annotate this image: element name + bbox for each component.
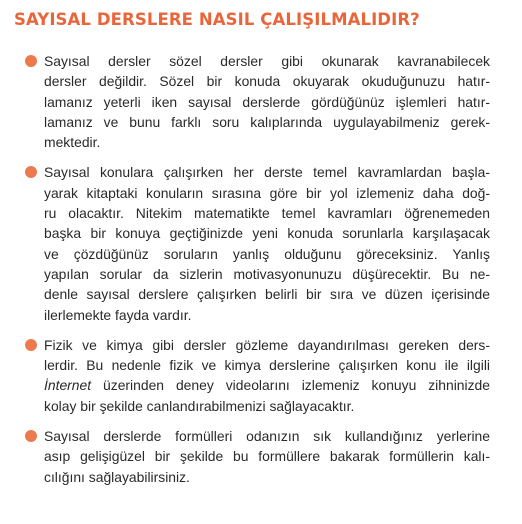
bullet-list [44, 51, 490, 497]
internet-word: İnternet [44, 377, 92, 394]
text-line: denle sayısal derslere çalışırken belirli bir sıra ve düzen içerisinde [44, 286, 490, 303]
text-line: dersler değildir. Sözel bir konuda okuyarak okuduğunuzu hatır- [44, 73, 490, 90]
text-line: cılığını sağlayabilirsiniz. [44, 468, 190, 485]
list-item [44, 426, 490, 487]
text-line [44, 375, 490, 395]
text-line: Sayısal dersler sözel dersler gibi okunarak kavranabilecek [44, 53, 490, 69]
bullet-dot-icon [25, 166, 37, 178]
bullet-dot-icon [25, 339, 37, 351]
text-line: Sayısal konulara çalışırken her derste temel kavramlardan başla- [44, 164, 490, 181]
text-fragment: üzerinden deney videolarını izlemeniz konuyu zihninizde [91, 377, 490, 394]
list-item [44, 51, 490, 152]
text-line: ru olacaktır. Nitekim matematikte temel kavramları öğrenemeden [44, 205, 490, 222]
text-line: Fizik ve kimya gibi dersler gözleme dayandırılması gereken ders- [44, 336, 490, 353]
text-line: ve çözdüğünüz soruların yanlış olduğunu göreceksiniz. Yanlış [44, 245, 490, 262]
text-line: lerdir. Bu nedenle fizik ve kimya derslerine çalışırken konu ile ilgili [44, 357, 490, 374]
text-line: yarak kitaptaki konuların sırasına göre bir yol izlemeniz daha doğ- [44, 184, 490, 201]
text-line: başka bir konuya geçtiğinizde yeni konuda sorunlarla karşılaşacak [44, 225, 490, 242]
bullet-dot-icon [25, 55, 37, 67]
list-item [44, 335, 490, 416]
list-item [44, 162, 490, 324]
text-line: lamanız yeterli iken sayısal derslerde gördüğünüz işlemleri hatır- [44, 93, 490, 110]
text-line: lamanız ve bunu farklı soru kalıplarında uygulayabilmeniz gerek- [44, 113, 490, 130]
text-line: kolay bir şekilde canlandırabilmenizi sağlayacaktır. [44, 397, 355, 414]
bullet-dot-icon [25, 430, 37, 442]
text-line: ilerlemekte fayda vardır. [44, 306, 192, 323]
text-line: asıp gelişigüzel bir şekilde bu formüllere bakarak formüllerin kalı- [44, 448, 490, 465]
text-line: yapılan sorular da sizlerin motivasyonunuzu düşürecektir. Bu ne- [44, 265, 490, 282]
section-heading: SAYISAL DERSLERE NASIL ÇALIŞILMALIDIR? [14, 10, 420, 29]
text-line: Sayısal derslerde formülleri odanızın sık kullandığınız yerlerine [44, 428, 490, 445]
text-line: mektedir. [44, 134, 101, 151]
